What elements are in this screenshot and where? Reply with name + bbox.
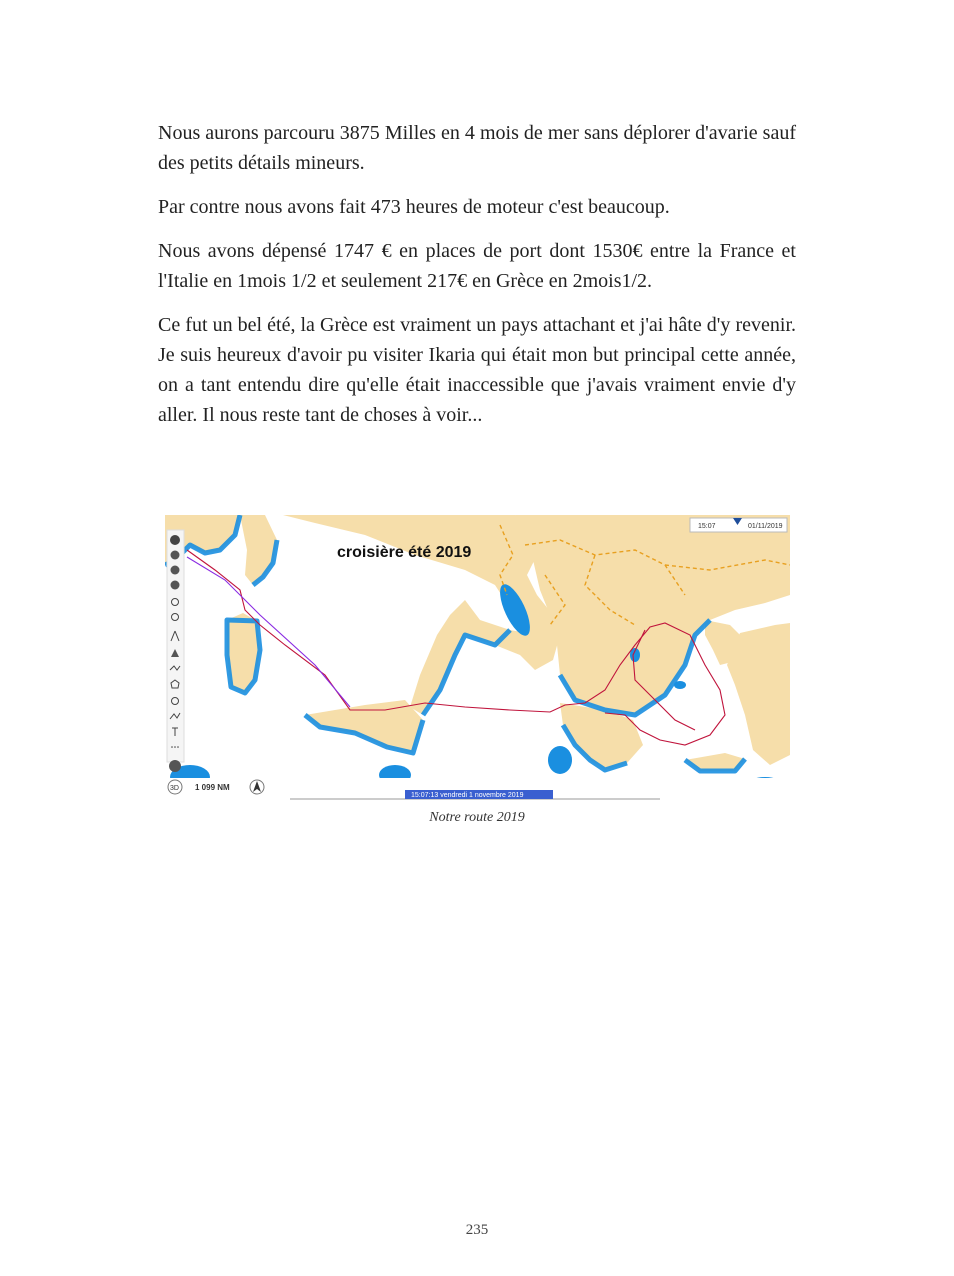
share-icon[interactable]: [169, 760, 181, 772]
more-icon[interactable]: [171, 746, 173, 748]
map-toolbar[interactable]: [167, 530, 184, 772]
paragraph-summer-summary: Ce fut un bel été, la Grèce est vraiment un pays attachant et j'ai hâte d'y revenir. Je suis heureux d'avoir pu visiter Ikaria qui était mon but principal cette année, on a tant entendu dire qu'elle était inaccessible que j'avais vraiment envie d'y aller. Il nous reste tant de choses à voir...: [158, 314, 796, 426]
timeline-label: 15:07:13 vendredi 1 novembre 2019: [411, 792, 524, 799]
page-number: 235: [465, 1222, 489, 1238]
figure-caption: Notre route 2019: [429, 810, 525, 825]
body-text: [158, 118, 796, 444]
date-short: 01/11/2019: [748, 523, 783, 530]
route-map: [165, 515, 790, 800]
paragraph-port-costs: Nous avons dépensé 1747 € en places de port dont 1530€ entre la France et l'Italie en 1mois 1/2 et seulement 217€ en Grèce en 2mois1/2.: [158, 240, 796, 292]
pin-icon[interactable]: [171, 566, 180, 575]
toolbar-background: [167, 530, 184, 762]
time-widget[interactable]: [690, 518, 787, 532]
map-title: croisière été 2019: [337, 544, 472, 561]
record-icon[interactable]: [170, 535, 180, 545]
distance-readout: 1 099 NM: [195, 783, 230, 792]
hand-icon[interactable]: [171, 581, 180, 590]
route-map-figure: [165, 515, 790, 800]
view-mode-label: 3D: [170, 785, 179, 792]
boat-icon[interactable]: [171, 551, 180, 560]
paragraph-engine-hours: Par contre nous avons fait 473 heures de moteur c'est beaucoup.: [158, 196, 670, 218]
time-short: 15:07: [698, 523, 716, 530]
paragraph-distance: Nous aurons parcouru 3875 Milles en 4 mois de mer sans déplorer d'avarie sauf des petits détails mineurs.: [158, 122, 796, 174]
